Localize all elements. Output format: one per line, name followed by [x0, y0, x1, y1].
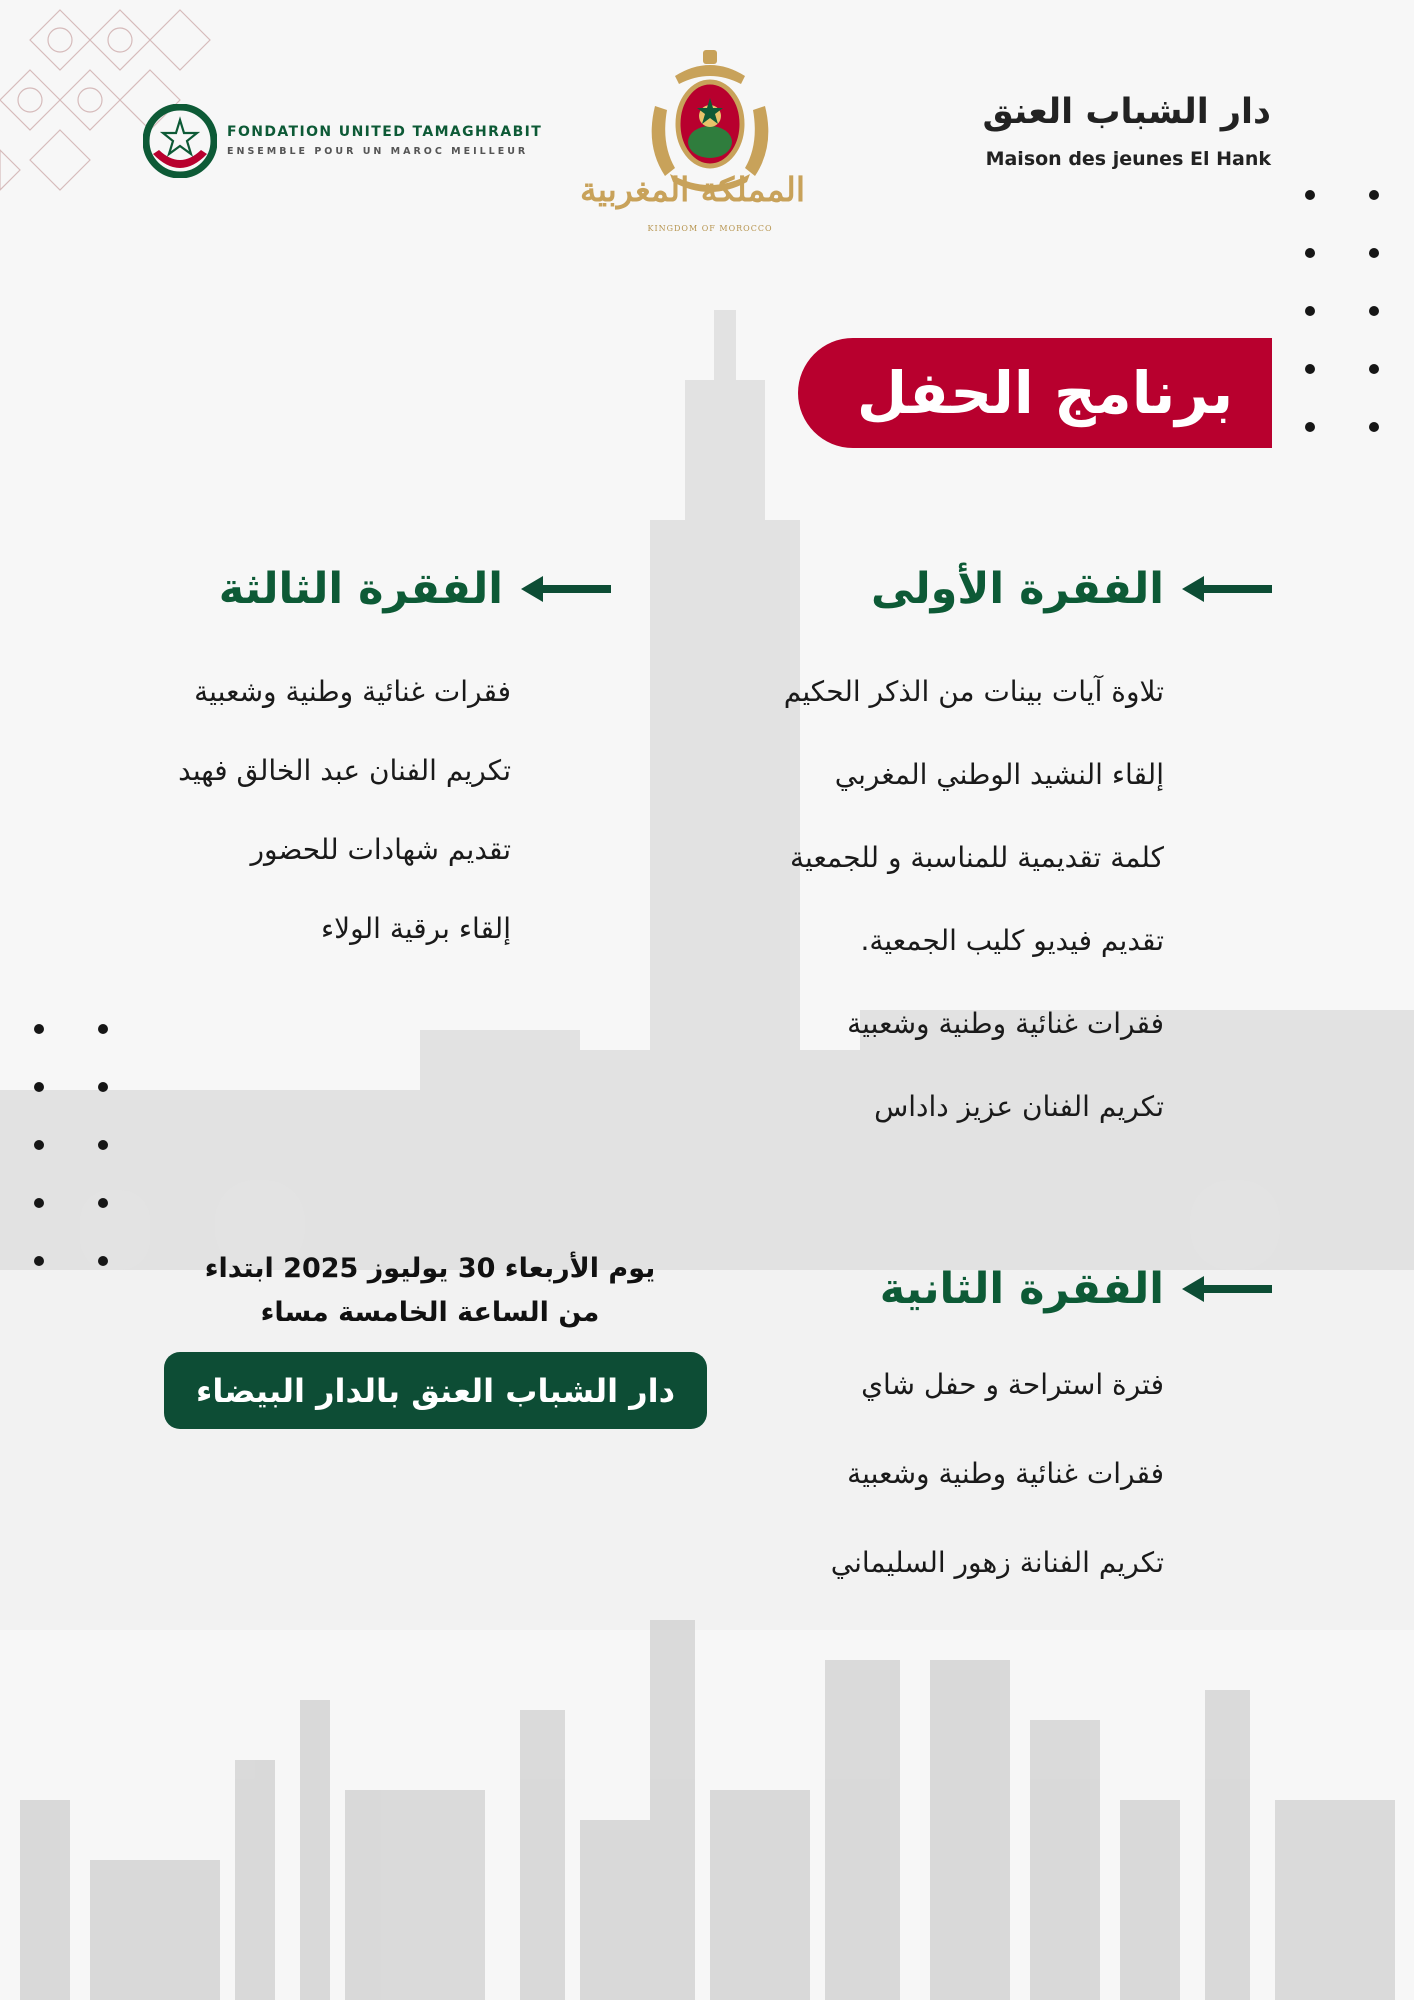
kingdom-name-arabic: المملكة المغربية [580, 170, 805, 209]
foundation-name: FONDATION UNITED TAMAGHRABIT [227, 124, 543, 140]
list-item: تكريم الفنان عبد الخالق فهيد [178, 754, 511, 787]
foundation-tagline: ENSEMBLE POUR UN MAROC MEILLEUR [227, 146, 529, 157]
section-third-header [219, 564, 611, 614]
list-item: فقرات غنائية وطنية وشعبية [194, 675, 511, 708]
decorative-dots-left [34, 1024, 108, 1266]
section-first-title: الفقرة الأولى [870, 564, 1164, 614]
section-first-list [784, 675, 1164, 1123]
section-second-list [831, 1368, 1164, 1579]
decorative-dots-top [1305, 190, 1379, 432]
program-title-banner [798, 338, 1272, 448]
list-item: تكريم الفنانة زهور السليماني [830, 1546, 1164, 1579]
kingdom-name-english: KINGDOM OF MOROCCO [647, 224, 773, 233]
list-item: فترة استراحة و حفل شاي [861, 1368, 1164, 1401]
arrow-left-icon [1182, 576, 1272, 602]
section-second-header [880, 1264, 1272, 1314]
organization-name-arabic: دار الشباب العنق [982, 92, 1271, 132]
arrow-left-icon [521, 576, 611, 602]
list-item: تقديم فيديو كليب الجمعية. [860, 924, 1164, 957]
section-third-title: الفقرة الثالثة [218, 564, 503, 614]
section-third-list [178, 675, 511, 945]
list-item: فقرات غنائية وطنية وشعبية [847, 1007, 1164, 1040]
event-date: يوم الأربعاء 30 يوليوز 2025 ابتداء [204, 1253, 656, 1284]
list-item: تقديم شهادات للحضور [250, 833, 511, 866]
arrow-left-icon [1182, 1276, 1272, 1302]
organization-name-french: Maison des jeunes El Hank [985, 148, 1271, 170]
section-second-title: الفقرة الثانية [879, 1264, 1164, 1314]
list-item: إلقاء النشيد الوطني المغربي [834, 758, 1164, 791]
venue-name: دار الشباب العنق بالدار البيضاء [195, 1371, 676, 1410]
venue-banner [164, 1352, 707, 1429]
list-item: تكريم الفنان عزيز داداس [874, 1090, 1164, 1123]
list-item: إلقاء برقية الولاء [321, 912, 511, 945]
section-first-header [871, 564, 1272, 614]
city-skyline [20, 1620, 1395, 2000]
foundation-logo-icon [143, 104, 217, 178]
list-item: كلمة تقديمية للمناسبة و للجمعية [790, 841, 1164, 874]
event-time: من الساعة الخامسة مساء [260, 1297, 600, 1328]
list-item: فقرات غنائية وطنية وشعبية [847, 1457, 1164, 1490]
program-title: برنامج الحفل [856, 359, 1234, 427]
list-item: تلاوة آيات بينات من الذكر الحكيم [783, 675, 1164, 708]
